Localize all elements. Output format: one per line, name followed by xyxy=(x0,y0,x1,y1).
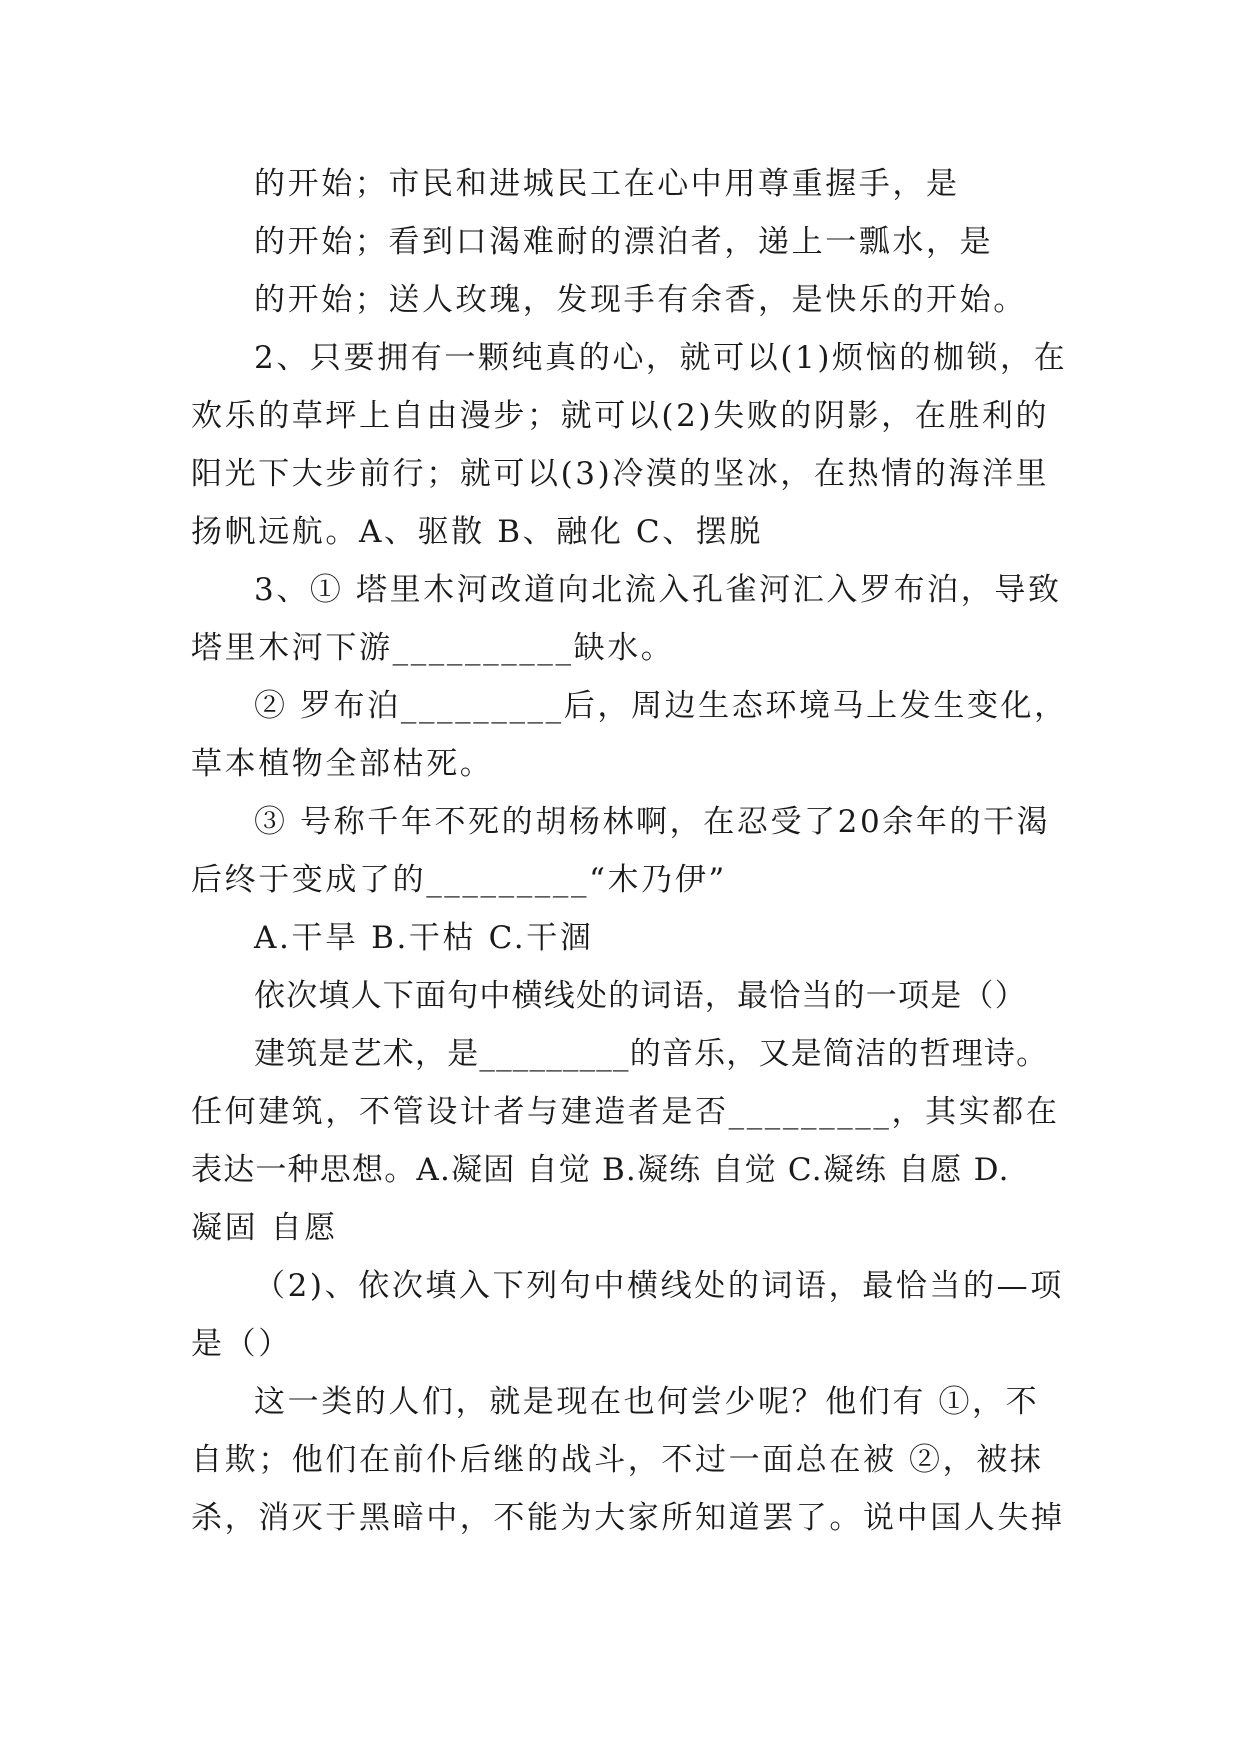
text-line: 后终于变成了的_________“木乃伊” xyxy=(191,862,727,898)
text-line: 是（） xyxy=(191,1326,292,1362)
text-line: 的开始；看到口渴难耐的漂泊者，递上一瓢水，是 xyxy=(254,224,994,260)
text-line: 塔里木河下游__________缺水。 xyxy=(191,630,675,666)
text-line: 自欺；他们在前仆后继的战斗，不过一面总在被 ②，被抹 xyxy=(191,1442,1044,1478)
text-line: 依次填人下面句中横线处的词语，最恰当的一项是（） xyxy=(254,978,1027,1014)
text-line: 凝固 自愿 xyxy=(191,1210,338,1246)
text-line: 草本植物全部枯死。 xyxy=(191,746,494,782)
text-line: 任何建筑，不管设计者与建造者是否_________，其实都在 xyxy=(191,1094,1060,1130)
text-line: A.干旱 B.干枯 C.干涸 xyxy=(254,920,594,956)
text-line: 杀，消灭于黑暗中，不能为大家所知道罢了。说中国人失掉 xyxy=(191,1500,1065,1536)
text-line: 的开始；送人玫瑰，发现手有余香，是快乐的开始。 xyxy=(254,282,1027,318)
text-line: （2)、依次填入下列句中横线处的词语，最恰当的—项 xyxy=(254,1268,1064,1304)
text-line: ③ 号称千年不死的胡杨林啊，在忍受了20余年的干渴 xyxy=(254,804,1051,840)
text-line: 这一类的人们，就是现在也何尝少呢？他们有 ①，不 xyxy=(254,1384,1040,1420)
text-line: 扬帆远航。A、驱散 B、融化 C、摆脱 xyxy=(191,514,763,550)
text-line: 欢乐的草坪上自由漫步；就可以(2)失败的阴影，在胜利的 xyxy=(191,398,1050,434)
text-line: 表达一种思想。A.凝固 自觉 B.凝练 自觉 C.凝练 自愿 D. xyxy=(191,1152,1010,1188)
text-line: ② 罗布泊_________后，周边生态环境马上发生变化， xyxy=(254,688,1068,724)
text-line: 建筑是艺术，是_________的音乐，又是简洁的哲理诗。 xyxy=(254,1036,1049,1072)
text-line: 阳光下大步前行；就可以(3)冷漠的坚冰，在热情的海洋里 xyxy=(191,456,1050,492)
text-line: 2、只要拥有一颗纯真的心，就可以(1)烦恼的枷锁，在 xyxy=(254,340,1068,376)
text-line: 的开始；市民和进城民工在心中用尊重握手，是 xyxy=(254,166,960,202)
text-line: 3、① 塔里木河改道向北流入孔雀河汇入罗布泊，导致 xyxy=(254,572,1062,608)
